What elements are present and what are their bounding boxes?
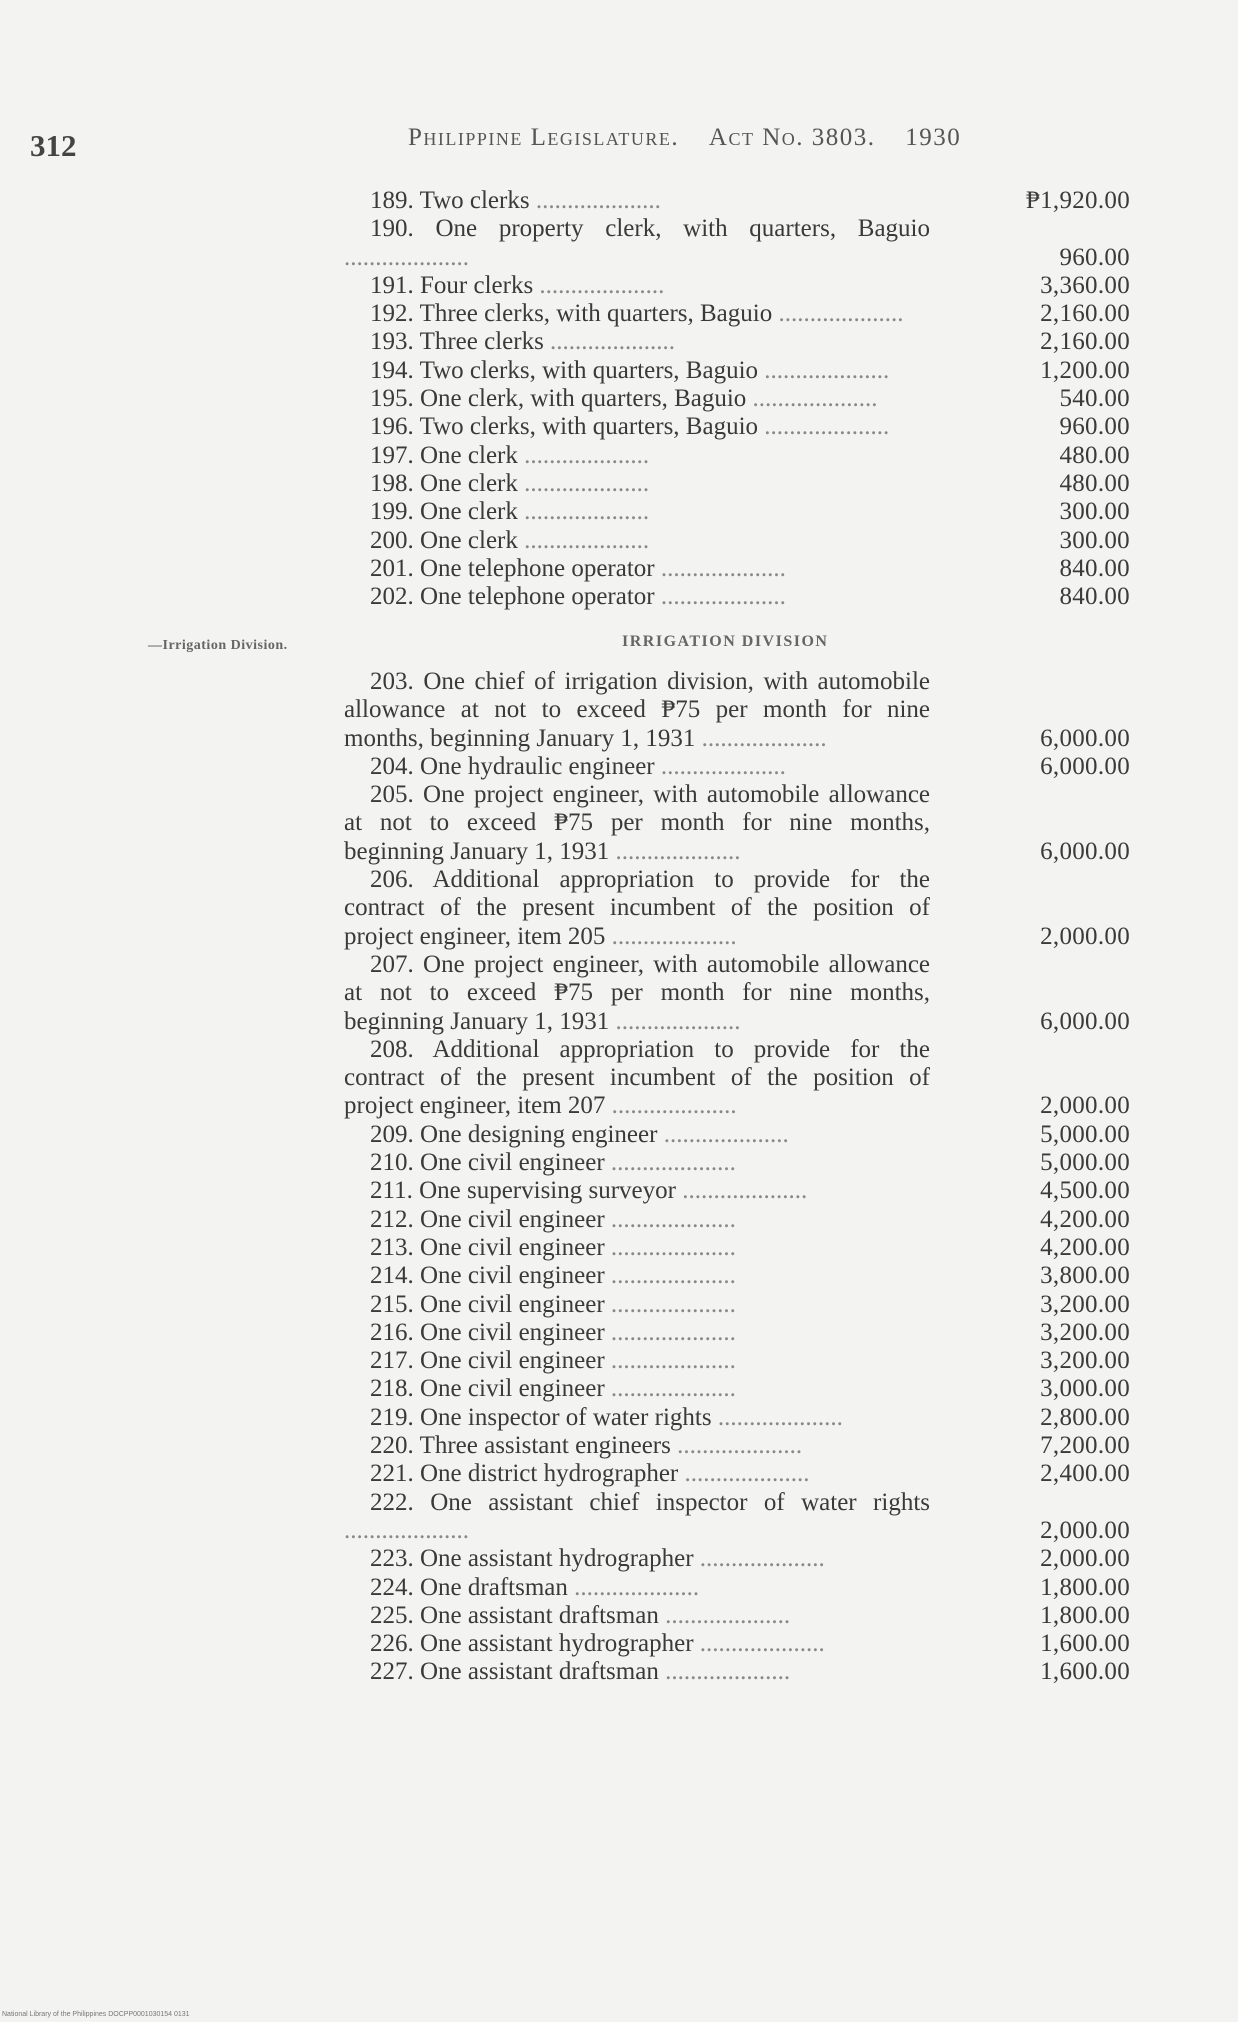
item-amount: 2,000.00	[1040, 922, 1130, 950]
appropriation-item	[344, 1291, 1130, 1319]
item-number: 209.	[370, 1120, 414, 1148]
item-description	[344, 1489, 930, 1546]
dot-leader: ....................	[604, 1290, 736, 1318]
item-text: One civil engineer	[420, 1347, 605, 1375]
item-text: One clerk	[420, 469, 518, 497]
appropriation-item	[344, 1177, 1130, 1205]
appropriation-item	[344, 583, 1130, 611]
item-amount: 3,800.00	[1040, 1262, 1130, 1290]
dot-leader: ....................	[654, 752, 786, 780]
item-number: 198.	[370, 469, 414, 497]
appropriation-list-top	[344, 187, 1130, 611]
item-description	[344, 1347, 930, 1375]
item-description	[344, 1206, 930, 1234]
item-number: 217.	[370, 1347, 414, 1375]
dot-leader: ....................	[758, 413, 890, 441]
item-amount: 5,000.00	[1040, 1149, 1130, 1177]
item-amount: 2,000.00	[1040, 1516, 1130, 1544]
dot-leader: ....................	[344, 243, 469, 271]
item-amount: ₱1,920.00	[1025, 187, 1130, 214]
item-description	[344, 300, 930, 328]
item-text: One property clerk, with quarters, Baguio	[435, 215, 930, 243]
appropriation-item	[344, 1206, 1130, 1234]
item-number: 195.	[370, 385, 414, 413]
appropriation-item	[344, 272, 1130, 300]
item-amount: 7,200.00	[1040, 1432, 1130, 1460]
item-amount: 1,800.00	[1040, 1573, 1130, 1601]
item-amount: 480.00	[1059, 469, 1130, 497]
item-description	[344, 357, 930, 385]
item-description	[344, 1234, 930, 1262]
item-description	[344, 1262, 930, 1290]
item-text: One civil engineer	[420, 1149, 605, 1177]
appropriation-item	[344, 951, 1130, 1036]
item-text: Four clerks	[420, 271, 534, 299]
appropriation-item	[344, 385, 1130, 413]
item-number: 206.	[370, 866, 414, 894]
item-number: 215.	[370, 1290, 414, 1318]
item-amount: 960.00	[1059, 413, 1130, 441]
section-heading: IRRIGATION DIVISION	[622, 633, 829, 650]
item-text: One civil engineer	[420, 1233, 605, 1261]
dot-leader: ....................	[746, 385, 878, 413]
item-amount: 1,800.00	[1040, 1601, 1130, 1629]
item-text: Three assistant engineers	[419, 1432, 671, 1460]
item-number: 189.	[370, 187, 414, 214]
item-text: One clerk	[420, 498, 518, 526]
dot-leader: ....................	[693, 1545, 825, 1573]
page-number: 312	[30, 128, 77, 163]
item-description	[344, 328, 930, 356]
item-text: One clerk	[420, 526, 518, 554]
appropriation-item	[344, 555, 1130, 583]
item-amount: 2,400.00	[1040, 1460, 1130, 1488]
item-number: 194.	[370, 356, 414, 384]
item-amount: 3,360.00	[1040, 271, 1130, 299]
item-description	[344, 1602, 930, 1630]
item-number: 210.	[370, 1149, 414, 1177]
dot-leader: ....................	[517, 498, 650, 526]
dot-leader: ....................	[670, 1432, 803, 1460]
appropriation-item	[344, 1121, 1130, 1149]
appropriation-item	[344, 1234, 1130, 1262]
header-act: Act No. 3803.	[708, 124, 876, 151]
dot-leader: ....................	[695, 724, 827, 752]
item-text: Three clerks, with quarters, Baguio	[419, 300, 773, 328]
item-amount: 3,000.00	[1040, 1375, 1130, 1403]
dot-leader: ....................	[605, 922, 737, 950]
item-number: 218.	[370, 1375, 414, 1403]
dot-leader: ....................	[344, 1516, 469, 1544]
item-number: 207.	[370, 950, 414, 978]
appropriation-item	[344, 668, 1130, 753]
item-text: Additional appropriation to provide for the contract of the present incumbent of the position of project engineer, item 207	[344, 1035, 931, 1120]
margin-note: —Irrigation Division.	[148, 638, 288, 653]
dot-leader: ....................	[605, 1092, 737, 1120]
item-amount: 2,000.00	[1040, 1092, 1130, 1120]
item-description	[344, 1036, 930, 1121]
appropriation-item	[344, 1658, 1130, 1686]
item-description	[344, 668, 930, 753]
item-text: One district hydrographer	[420, 1460, 679, 1488]
appropriation-item	[344, 866, 1130, 951]
appropriation-item	[344, 357, 1130, 385]
item-text: Two clerks	[419, 187, 530, 214]
item-amount: 3,200.00	[1040, 1318, 1130, 1346]
item-text: Three clerks	[419, 328, 544, 356]
item-description	[344, 555, 930, 583]
item-text: One draftsman	[420, 1573, 568, 1601]
item-amount: 1,600.00	[1040, 1658, 1130, 1686]
item-text: One civil engineer	[420, 1262, 605, 1290]
dot-leader: ....................	[529, 187, 661, 214]
running-head	[408, 124, 961, 152]
item-description	[344, 781, 930, 866]
item-text: One assistant hydrographer	[420, 1545, 694, 1573]
item-amount: 840.00	[1059, 554, 1130, 582]
dot-leader: ....................	[758, 356, 890, 384]
item-number: 223.	[370, 1545, 414, 1573]
header-title: Philippine Legislature.	[408, 124, 680, 151]
item-amount: 300.00	[1059, 498, 1130, 526]
item-amount: 1,200.00	[1040, 356, 1130, 384]
dot-leader: ....................	[654, 554, 786, 582]
appropriation-item	[344, 527, 1130, 555]
item-text: One civil engineer	[420, 1375, 605, 1403]
item-number: 205.	[370, 781, 414, 809]
item-amount: 2,160.00	[1040, 328, 1130, 356]
appropriation-item	[344, 215, 1130, 272]
item-number: 200.	[370, 526, 414, 554]
appropriation-item	[344, 1319, 1130, 1347]
appropriation-item	[344, 1630, 1130, 1658]
item-description	[344, 583, 930, 611]
dot-leader: ....................	[604, 1233, 736, 1261]
dot-leader: ....................	[678, 1460, 810, 1488]
item-text: One civil engineer	[420, 1290, 605, 1318]
dot-leader: ....................	[604, 1375, 736, 1403]
item-text: One assistant draftsman	[420, 1658, 659, 1686]
item-amount: 3,200.00	[1040, 1290, 1130, 1318]
item-description	[344, 470, 930, 498]
appropriation-item	[344, 1545, 1130, 1573]
appropriation-item	[344, 498, 1130, 526]
item-description	[344, 1658, 930, 1686]
item-number: 213.	[370, 1233, 414, 1261]
item-number: 197.	[370, 441, 414, 469]
item-description	[344, 413, 930, 441]
item-description	[344, 527, 930, 555]
item-number: 216.	[370, 1318, 414, 1346]
appropriation-item	[344, 1149, 1130, 1177]
item-description	[344, 272, 930, 300]
item-number: 196.	[370, 413, 414, 441]
item-description	[344, 385, 930, 413]
appropriation-item	[344, 1432, 1130, 1460]
dot-leader: ....................	[567, 1573, 700, 1601]
item-number: 222.	[370, 1488, 414, 1516]
item-description	[344, 951, 930, 1036]
item-amount: 6,000.00	[1040, 724, 1130, 752]
item-amount: 2,000.00	[1040, 1545, 1130, 1573]
item-description	[344, 1319, 930, 1347]
item-number: 202.	[370, 583, 414, 611]
dot-leader: ....................	[654, 583, 786, 611]
item-text: One assistant draftsman	[420, 1601, 659, 1629]
item-number: 191.	[370, 271, 414, 299]
item-number: 214.	[370, 1262, 414, 1290]
item-number: 226.	[370, 1630, 414, 1658]
item-amount: 4,500.00	[1040, 1177, 1130, 1205]
item-description	[344, 215, 930, 272]
dot-leader: ....................	[604, 1205, 736, 1233]
item-number: 199.	[370, 498, 414, 526]
header-year: 1930	[905, 124, 962, 151]
item-description	[344, 187, 930, 215]
item-number: 211.	[370, 1177, 413, 1205]
dot-leader: ....................	[693, 1630, 825, 1658]
item-amount: 5,000.00	[1040, 1120, 1130, 1148]
appropriation-item	[344, 781, 1130, 866]
item-description	[344, 1404, 930, 1432]
item-description	[344, 1460, 930, 1488]
appropriation-item	[344, 187, 1130, 215]
appropriation-item	[344, 470, 1130, 498]
item-description	[344, 1375, 930, 1403]
item-number: 219.	[370, 1403, 414, 1431]
dot-leader: ....................	[609, 837, 741, 865]
item-number: 225.	[370, 1601, 414, 1629]
item-description	[344, 1177, 930, 1205]
appropriation-item	[344, 1574, 1130, 1602]
item-number: 212.	[370, 1205, 414, 1233]
item-text: One clerk	[420, 441, 518, 469]
item-amount: 840.00	[1059, 583, 1130, 611]
appropriation-item	[344, 442, 1130, 470]
appropriation-item	[344, 1347, 1130, 1375]
dot-leader: ....................	[604, 1149, 736, 1177]
item-amount: 4,200.00	[1040, 1233, 1130, 1261]
item-text: Two clerks, with quarters, Baguio	[419, 413, 759, 441]
item-number: 221.	[370, 1460, 414, 1488]
item-number: 192.	[370, 300, 414, 328]
item-text: One assistant chief inspector of water rights	[430, 1488, 931, 1516]
item-amount: 3,200.00	[1040, 1347, 1130, 1375]
dot-leader: ....................	[772, 300, 904, 328]
item-number: 201.	[370, 554, 414, 582]
item-text: One designing engineer	[420, 1120, 658, 1148]
item-text: Additional appropriation to provide for the contract of the present incumbent of the position of project engineer, item 205	[344, 866, 931, 950]
dot-leader: ....................	[543, 328, 676, 356]
item-text: One project engineer, with automobile allowance at not to exceed ₱75 per month for nine months, beginning January 1, 1931	[344, 950, 931, 1035]
item-amount: 2,800.00	[1040, 1403, 1130, 1431]
appropriation-item	[344, 413, 1130, 441]
item-number: 190.	[370, 215, 414, 243]
appropriation-item	[344, 300, 1130, 328]
item-text: One clerk, with quarters, Baguio	[420, 385, 747, 413]
item-text: One hydraulic engineer	[420, 752, 655, 780]
dot-leader: ....................	[675, 1177, 808, 1205]
item-number: 203.	[370, 668, 414, 695]
item-description	[344, 866, 930, 951]
item-amount: 960.00	[1059, 243, 1130, 271]
appropriation-item	[344, 1602, 1130, 1630]
item-description	[344, 1574, 930, 1602]
appropriation-item	[344, 1489, 1130, 1546]
item-amount: 6,000.00	[1040, 837, 1130, 865]
appropriation-item	[344, 753, 1130, 781]
dot-leader: ....................	[533, 271, 665, 299]
dot-leader: ....................	[517, 469, 650, 497]
item-number: 208.	[370, 1035, 414, 1063]
appropriation-item	[344, 1036, 1130, 1121]
item-description	[344, 1545, 930, 1573]
item-amount: 4,200.00	[1040, 1205, 1130, 1233]
dot-leader: ....................	[711, 1403, 843, 1431]
item-number: 193.	[370, 328, 414, 356]
appropriation-item	[344, 328, 1130, 356]
item-text: One chief of irrigation division, with automobile allowance at not to exceed ₱75 per month for nine months, beginning January 1, 1931	[344, 668, 930, 752]
item-amount: 6,000.00	[1040, 1007, 1130, 1035]
dot-leader: ....................	[657, 1120, 789, 1148]
item-amount: 300.00	[1059, 526, 1130, 554]
item-description	[344, 1630, 930, 1658]
item-description	[344, 1149, 930, 1177]
dot-leader: ....................	[604, 1262, 736, 1290]
item-description	[344, 753, 930, 781]
item-amount: 2,160.00	[1040, 300, 1130, 328]
item-text: One inspector of water rights	[420, 1403, 712, 1431]
item-number: 204.	[370, 752, 414, 780]
item-text: One assistant hydrographer	[420, 1630, 694, 1658]
item-text: One telephone operator	[420, 583, 655, 611]
appropriation-item	[344, 1262, 1130, 1290]
item-number: 224.	[370, 1573, 414, 1601]
item-number: 220.	[370, 1432, 414, 1460]
appropriation-item	[344, 1460, 1130, 1488]
item-text: One project engineer, with automobile allowance at not to exceed ₱75 per month for nine months, beginning January 1, 1931	[344, 781, 931, 865]
item-number: 227.	[370, 1658, 414, 1686]
item-description	[344, 1432, 930, 1460]
appropriation-item	[344, 1375, 1130, 1403]
dot-leader: ....................	[658, 1601, 791, 1629]
item-description	[344, 442, 930, 470]
item-text: One civil engineer	[420, 1318, 605, 1346]
item-amount: 540.00	[1059, 385, 1130, 413]
item-text: One telephone operator	[420, 554, 655, 582]
item-text: Two clerks, with quarters, Baguio	[419, 356, 759, 384]
item-description	[344, 1291, 930, 1319]
appropriation-item	[344, 1404, 1130, 1432]
item-description	[344, 1121, 930, 1149]
dot-leader: ....................	[517, 526, 650, 554]
item-text: One civil engineer	[420, 1205, 605, 1233]
item-amount: 1,600.00	[1040, 1630, 1130, 1658]
dot-leader: ....................	[604, 1347, 736, 1375]
footer-stamp: National Library of the Philippines DOCPP0001030154 0131	[2, 2011, 190, 2018]
dot-leader: ....................	[604, 1318, 736, 1346]
dot-leader: ....................	[658, 1658, 791, 1686]
item-description	[344, 498, 930, 526]
appropriation-list-irrigation	[344, 668, 1130, 1687]
item-amount: 6,000.00	[1040, 752, 1130, 780]
dot-leader: ....................	[609, 1007, 741, 1035]
item-amount: 480.00	[1059, 441, 1130, 469]
item-text: One supervising surveyor	[419, 1177, 676, 1205]
dot-leader: ....................	[517, 441, 650, 469]
